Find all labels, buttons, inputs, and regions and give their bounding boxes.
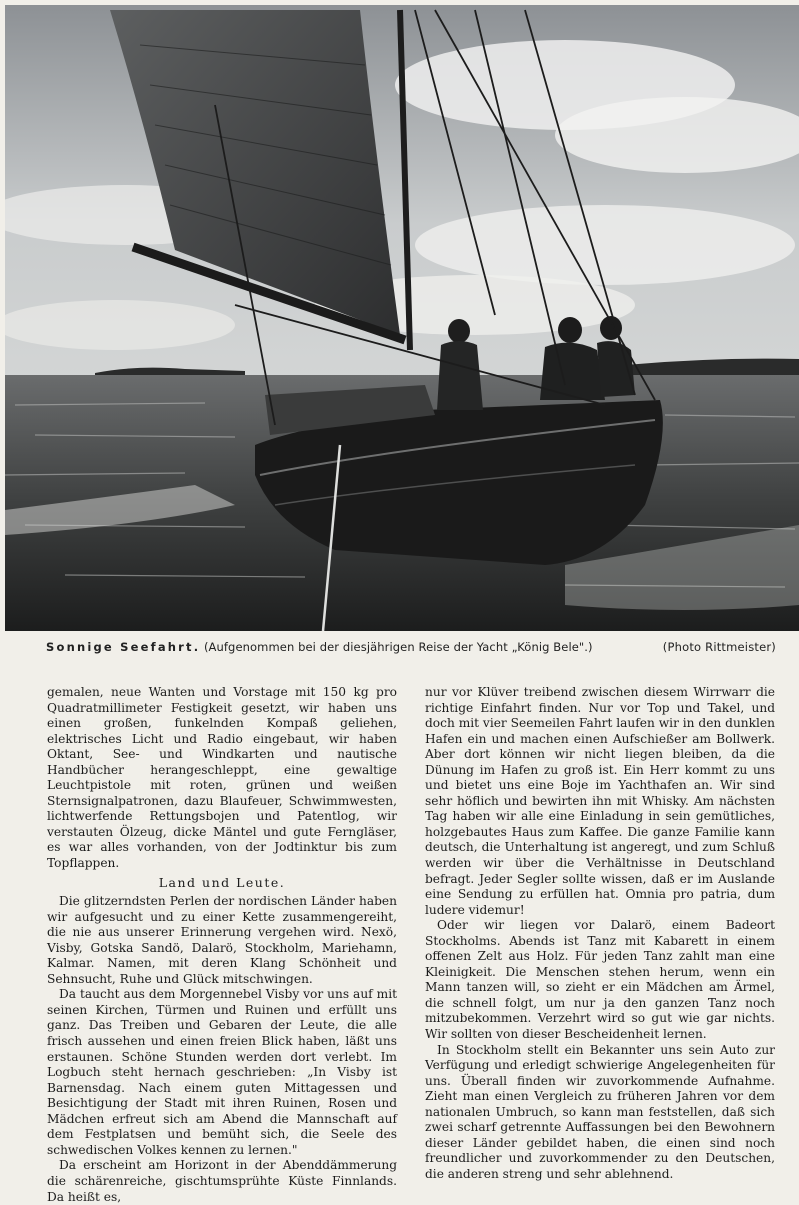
- photo-credit: (Photo Rittmeister): [662, 640, 776, 654]
- paragraph: Da erscheint am Horizont in der Abenddämmerung die schärenreiche, gischtumsprühte Küste Finnlands. Da heißt es,: [47, 1158, 397, 1204]
- paragraph: In Stockholm stellt ein Bekannter uns sein Auto zur Verfügung und erledigt schwierige Angelegenheiten für uns. Überall finden wir zuvorkommende Aufnahme. Zieht man einen Vergleich zu früheren Jahren vor dem nationalen Umbruch, so kann man feststellen, daß sich zwei scharf getrennte Auffassungen bei den Bewohnern dieser Länder gebildet haben, die einen sind noch freundlicher und zuvorkommender zu den Deutschen, die anderen streng und sehr ablehnend.: [425, 1042, 775, 1181]
- paragraph: nur vor Klüver treibend zwischen diesem Wirrwarr die richtige Einfahrt finden. Nur vor Top und Takel, und doch mit vier Seemeilen Fahrt laufen wir in den dunklen Hafen ein und machen einen Aufschießer am Bollwerk. Aber dort können wir nicht liegen bleiben, da die Dünung im Hafen zu groß ist. Ein Herr kommt zu uns und bietet uns eine Boje im Yachthafen an. Wir sind sehr höflich und bewirten ihn mit Whisky. Am nächsten Tag haben wir alle eine Einladung in sein gemütliches, holzgebautes Haus zum Kaffee. Die ganze Familie kann deutsch, die Unterhaltung ist angeregt, und zum Schluß werden wir über die Verhältnisse in Deutschland befragt. Jeder Segler sollte wissen, daß er im Auslande eine Sendung zu erfüllen hat. Omnia pro patria, dum ludere videmur!: [425, 685, 775, 917]
- article-column-right: [425, 685, 775, 1183]
- photo-caption: [46, 640, 776, 660]
- paragraph: Die glitzerndsten Perlen der nordischen Länder haben wir aufgesucht und zu einer Kette zusammengereiht, die nie aus unserer Erinnerung vergehen wird. Nexö, Visby, Gotska Sandö, Dalarö, Stockholm, Mariehamn, Kalmar. Namen, mit deren Klang Schönheit und Sehnsucht, Ruhe und Glück mitschwingen.: [47, 894, 397, 986]
- paragraph: gemalen, neue Wanten und Vorstage mit 150 kg pro Quadratmillimeter Festigkeit gesetzt, wir haben uns einen großen, funkelnden Kompaß geliehen, elektrisches Licht und Radio eingebaut, wir haben Oktant, See- und Windkarten und nautische Handbücher herangeschleppt, eine gewaltige Leuchtpistole mit roten, grünen und weißen Sternsignalpatronen, dazu Blaufeuer, Schwimmwesten, lichtwerfende Rettungsbojen und Patentlog, wir verstauten Ölzeug, dicke Mäntel und gute Ferngläser, es war alles vorhanden, von der Jodtinktur bis zum Topflappen.: [47, 685, 397, 871]
- paragraph: Oder wir liegen vor Dalarö, einem Badeort Stockholms. Abends ist Tanz mit Kabarett in einem offenen Zelt aus Holz. Für jeden Tanz zahlt man eine Kleinigkeit. Die Menschen stehen herum, wenn ein Mann tanzen will, so zieht er ein Mädchen am Ärmel, die schnell folgt, um nur ja den ganzen Tanz noch mitzubekommen. Verzehrt wird so gut wie gar nichts. Wir sollten von dieser Bescheidenheit lernen.: [425, 918, 775, 1042]
- caption-description: (Aufgenommen bei der diesjährigen Reise der Yacht „König Bele".): [203, 640, 593, 654]
- paragraph: Da taucht aus dem Morgennebel Visby vor uns auf mit seinen Kirchen, Türmen und Ruinen und erfüllt uns ganz. Das Treiben und Gebaren der Leute, die alle frisch aussehen und einen freien Blick haben, läßt uns erstaunen. Schöne Stunden werden dort verlebt. Im Logbuch steht hernach geschrieben: „In Visby ist Barnensdag. Nach einem guten Mittagessen und Besichtigung der Stadt mit ihren Ruinen, Rosen und Mädchen erfreut sich am Abend die Mannschaft auf dem Festplatsen und bemüht sich, die Seele des schwedischen Volkes kennen zu lernen.": [47, 987, 397, 1157]
- article-column-left: [47, 685, 397, 1205]
- caption-title: Sonnige Seefahrt.: [46, 640, 201, 654]
- photo-illustration: [5, 5, 799, 631]
- sailing-photo: [5, 5, 799, 631]
- section-heading: Land und Leute.: [158, 874, 286, 890]
